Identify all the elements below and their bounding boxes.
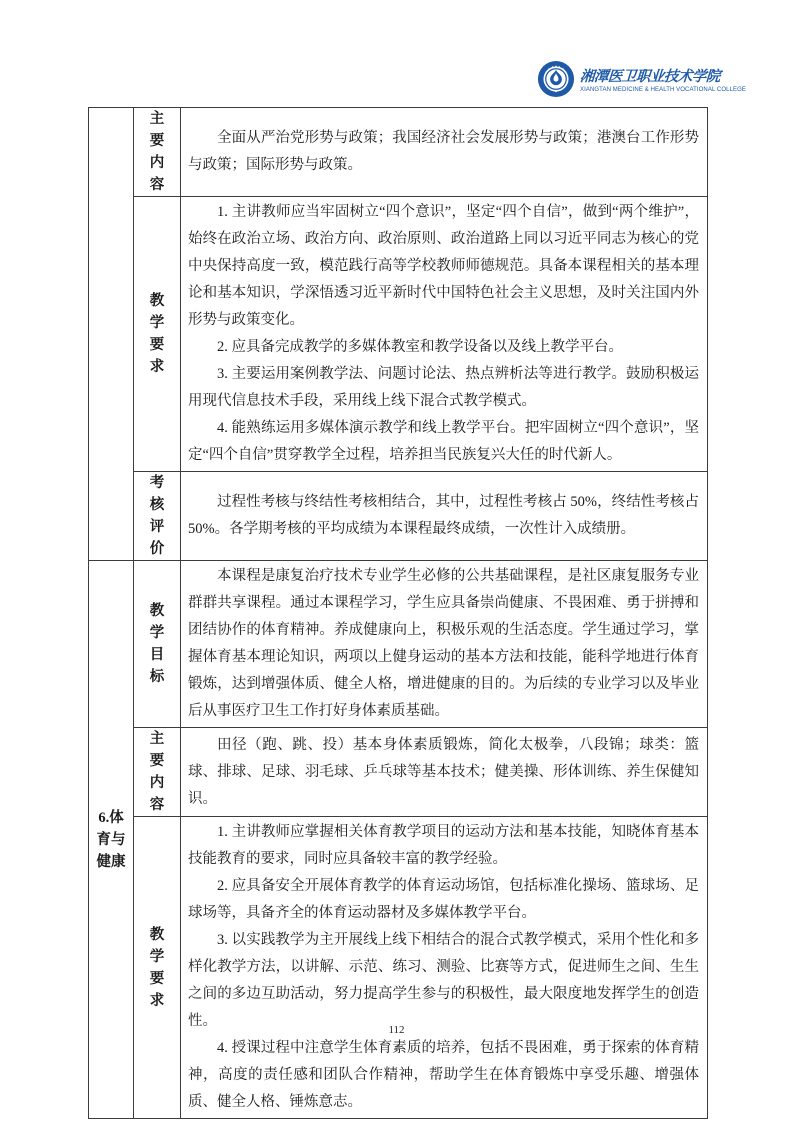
cell-assessment (181, 472, 708, 561)
table-row (89, 561, 708, 728)
paragraph: 过程性考核与终结性考核相结合，其中，过程性考核占 50%，终结性考核占 50%。各学期考核的平均成绩为本课程最终成绩，一次性计入成绩册。 (188, 494, 699, 537)
paragraph: 全面从严治党形势与政策；我国经济社会发展形势与政策；港澳台工作形势与政策；国际形势与政策。 (188, 130, 699, 173)
row-label-teaching-requirements-1: 教学要求 (134, 197, 181, 472)
paragraph: 本课程是康复治疗技术专业学生必修的公共基础课程，是社区康复服务专业群群共享课程。通过本课程学习，学生应具备崇尚健康、不畏困难、勇于拼搏和团结协作的体育精神。养成健康向上，积极乐观的生活态度。学生通过学习，掌握体育基本理论知识，两项以上健身运动的基本方法和技能，能科学地进行体育锻炼，达到增强体质、健全人格，增进健康的目的。为后续的专业学习以及毕业后从事医疗卫生工作打好身体素质基础。 (188, 568, 699, 719)
course-name-cell-section1 (89, 108, 134, 561)
paragraph: 2. 应具备完成教学的多媒体教室和教学设备以及线上教学平台。 (217, 339, 623, 355)
table-row (89, 817, 708, 1119)
row-label-teaching-objectives: 教学目标 (134, 561, 181, 728)
page-number: 112 (388, 1024, 405, 1036)
table-row (89, 108, 708, 197)
table-row (89, 728, 708, 817)
paragraph: 3. 主要运用案例教学法、问题讨论法、热点辨析法等进行教学。鼓励积极运用现代信息技术手段，采用线上线下混合式教学模式。 (188, 366, 699, 409)
table-row (89, 472, 708, 561)
paragraph: 田径（跑、跳、投）基本身体素质锻炼，简化太极拳，八段锦；球类：篮球、排球、足球、羽毛球、乒乓球等基本技术；健美操、形体训练、养生保健知识。 (188, 736, 699, 807)
paragraph: 4. 授课过程中注意学生体育素质的培养，包括不畏困难，勇于探索的体育精神，高度的责任感和团队合作精神，帮助学生在体育锻炼中享受乐趣、增强体质、健全人格、锤炼意志。 (188, 1040, 699, 1110)
college-logo-text (579, 65, 746, 93)
course-outline-table (88, 107, 708, 1119)
course-name-cell-pe-health: 6.体育与健康 (89, 561, 134, 1119)
college-name-chinese: 湘潭医卫职业技术学院 (579, 69, 721, 85)
cell-teaching-requirements-1 (181, 197, 708, 472)
paragraph: 4. 能熟练运用多媒体演示教学和线上教学平台。把牢固树立“四个意识”，坚定“四个自信”贯穿教学全过程，培养担当民族复兴大任的时代新人。 (188, 420, 699, 463)
paragraph: 1. 主讲教师应当牢固树立“四个意识”，坚定“四个自信”，做到“两个维护”，始终在政治立场、政治方向、政治原则、政治道路上同以习近平同志为核心的党中央保持高度一致，模范践行高等学校教师师德规范。具备本课程相关的基本理论和基本知识，学深悟透习近平新时代中国特色社会主义思想，及时关注国内外形势与政策变化。 (188, 204, 699, 328)
row-label-main-content-2: 主要内容 (134, 728, 181, 817)
paragraph: 1. 主讲教师应掌握相关体育教学项目的运动方法和基本技能，知晓体育基本技能教育的要求，同时应具备较丰富的教学经验。 (188, 824, 699, 867)
table-row (89, 197, 708, 472)
paragraph: 2. 应具备安全开展体育教学的体育运动场馆，包括标准化操场、篮球场、足球场等，具备齐全的体育运动器材及多媒体教学平台。 (188, 878, 699, 921)
paragraph: 3. 以实践教学为主开展线上线下相结合的混合式教学模式，采用个性化和多样化教学方法，以讲解、示范、练习、测验、比赛等方式，促进师生之间、生生之间的多边互助活动，努力提高学生参与的积极性，最大限度地发挥学生的创造性。 (188, 932, 699, 1029)
row-label-teaching-requirements-2: 教学要求 (134, 817, 181, 1119)
cell-teaching-objectives (181, 561, 708, 728)
college-emblem-icon (537, 60, 575, 98)
cell-main-content-1 (181, 108, 708, 197)
row-label-assessment: 考核评价 (134, 472, 181, 561)
college-logo (537, 60, 746, 98)
cell-main-content-2 (181, 728, 708, 817)
cell-teaching-requirements-2 (181, 817, 708, 1119)
college-name-english: XIANGTAN MEDICINE & HEALTH VOCATIONAL COLLEGE (580, 87, 746, 93)
row-label-main-content-1: 主要内容 (134, 108, 181, 197)
